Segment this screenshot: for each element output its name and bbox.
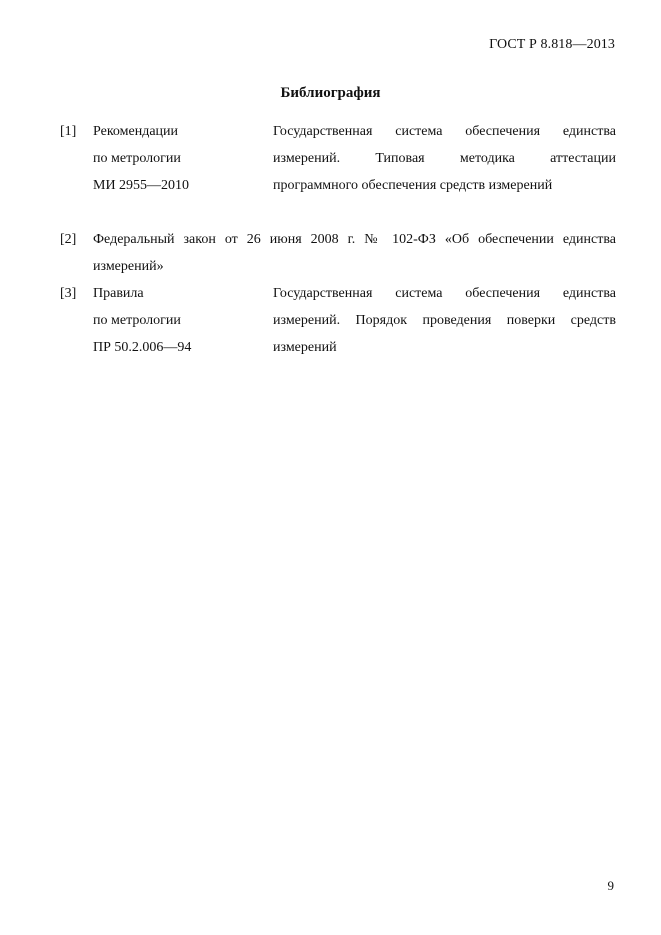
bibliography-title: Библиография [280,85,381,101]
title-line: Государственная система обеспечения единства [273,124,616,139]
title-line: измерений. Типовая методика аттестации [273,151,616,166]
page-header-standard-code: ГОСТ Р 8.818—2013 [489,37,615,52]
reference-document-title [273,280,616,361]
reference-document-designation [93,280,268,361]
page-number: 9 [607,878,614,893]
title-line: измерений [273,340,337,355]
reference-number: [3] [60,286,77,301]
document-code-line: МИ 2955—2010 [93,178,190,193]
title-line: Государственная система обеспечения единства [273,286,616,301]
document-domain-line: по метрологии [93,313,181,328]
title-line: измерений. Порядок проведения поверки средств [273,313,616,328]
reference-number: [2] [60,232,77,247]
reference-document-designation [93,118,268,199]
full-text-line: измерений» [93,259,164,274]
document-domain-line: по метрологии [93,151,181,166]
document-code-line: ПР 50.2.006—94 [93,340,192,355]
reference-full-text [93,226,616,280]
reference-number: [1] [60,124,77,139]
title-line: программного обеспечения средств измерений [273,178,553,193]
document-type-line: Рекомендации [93,124,179,139]
document-type-line: Правила [93,286,144,301]
reference-document-title [273,118,616,199]
full-text-line: Федеральный закон от 26 июня 2008 г. № 102-ФЗ «Об обеспечении единства [93,232,616,247]
